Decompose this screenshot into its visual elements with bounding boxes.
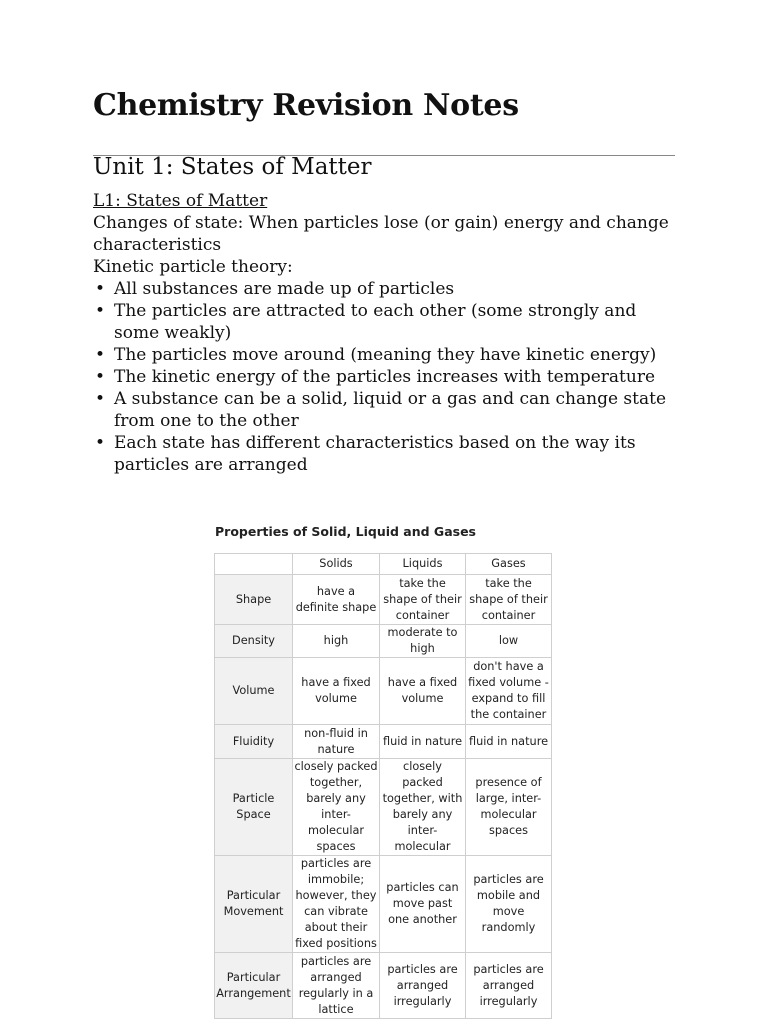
- table-cell: fluid in nature: [466, 725, 552, 759]
- changes-of-state-text: Changes of state: When particles lose (or gain) energy and change characteristics: [93, 213, 669, 255]
- list-item: • All substances are made up of particles: [95, 279, 455, 299]
- table-cell: take the shape of their container: [380, 575, 466, 625]
- bullet-icon: •: [95, 345, 106, 365]
- row-header: Particle Space: [215, 759, 293, 856]
- row-header: Volume: [215, 658, 293, 725]
- table-row: [215, 575, 552, 625]
- table-row: [215, 856, 552, 953]
- table-cell: particles are arranged irregularly: [466, 953, 552, 1019]
- table-cell: non-fluid in nature: [293, 725, 380, 759]
- bullet-icon: •: [95, 367, 106, 387]
- table-cell: particles are immobile; however, they can vibrate about their fixed positions: [293, 856, 380, 953]
- bullet-icon: •: [95, 301, 106, 321]
- table-cell: closely packed together, with barely any inter-molecular: [380, 759, 466, 856]
- bullet-icon: •: [95, 279, 106, 299]
- table-cell: have a fixed volume: [380, 658, 466, 725]
- notes-body: [93, 190, 683, 476]
- table-cell: low: [466, 625, 552, 658]
- list-item: • The particles move around (meaning they have kinetic energy): [95, 345, 657, 365]
- table-cell: closely packed together, barely any inter-molecular spaces: [293, 759, 380, 856]
- row-header: Shape: [215, 575, 293, 625]
- table-cell: have a definite shape: [293, 575, 380, 625]
- list-item: • The particles are attracted to each other (some strongly and some weakly): [95, 301, 637, 343]
- column-header-liquids: Liquids: [380, 554, 466, 575]
- row-header: Fluidity: [215, 725, 293, 759]
- table-cell: particles are arranged regularly in a lattice: [293, 953, 380, 1019]
- table-cell: high: [293, 625, 380, 658]
- column-header-solids: Solids: [293, 554, 380, 575]
- table-cell: take the shape of their container: [466, 575, 552, 625]
- table-row: [215, 953, 552, 1019]
- row-header: Particular Arrangement: [215, 953, 293, 1019]
- table-cell: fluid in nature: [380, 725, 466, 759]
- unit-heading: Unit 1: States of Matter: [93, 154, 372, 180]
- table-row: [215, 658, 552, 725]
- table-corner-cell: [215, 554, 293, 575]
- bullet-icon: •: [95, 433, 106, 453]
- table-cell: particles are arranged irregularly: [380, 953, 466, 1019]
- column-header-gases: Gases: [466, 554, 552, 575]
- table-row: [215, 759, 552, 856]
- bullet-icon: •: [95, 389, 106, 409]
- lesson-heading: L1: States of Matter: [93, 191, 268, 211]
- list-item: • The kinetic energy of the particles increases with temperature: [95, 367, 656, 387]
- document-title: Chemistry Revision Notes: [93, 88, 519, 123]
- table-cell: have a fixed volume: [293, 658, 380, 725]
- properties-table: [214, 553, 552, 1019]
- table-cell: particles are mobile and move randomly: [466, 856, 552, 953]
- row-header: Density: [215, 625, 293, 658]
- row-header: Particular Movement: [215, 856, 293, 953]
- list-item: • A substance can be a solid, liquid or a gas and can change state from one to the other: [95, 389, 667, 431]
- kinetic-theory-list: [93, 278, 683, 476]
- table-row: [215, 625, 552, 658]
- table-row: [215, 725, 552, 759]
- table-cell: particles can move past one another: [380, 856, 466, 953]
- table-cell: don't have a fixed volume - expand to fill the container: [466, 658, 552, 725]
- table-cell: moderate to high: [380, 625, 466, 658]
- kinetic-theory-intro: Kinetic particle theory:: [93, 257, 293, 277]
- list-item: • Each state has different characteristics based on the way its particles are arranged: [95, 433, 636, 475]
- table-cell: presence of large, inter-molecular spaces: [466, 759, 552, 856]
- table-caption: Properties of Solid, Liquid and Gases: [215, 524, 476, 539]
- table-header-row: [215, 554, 552, 575]
